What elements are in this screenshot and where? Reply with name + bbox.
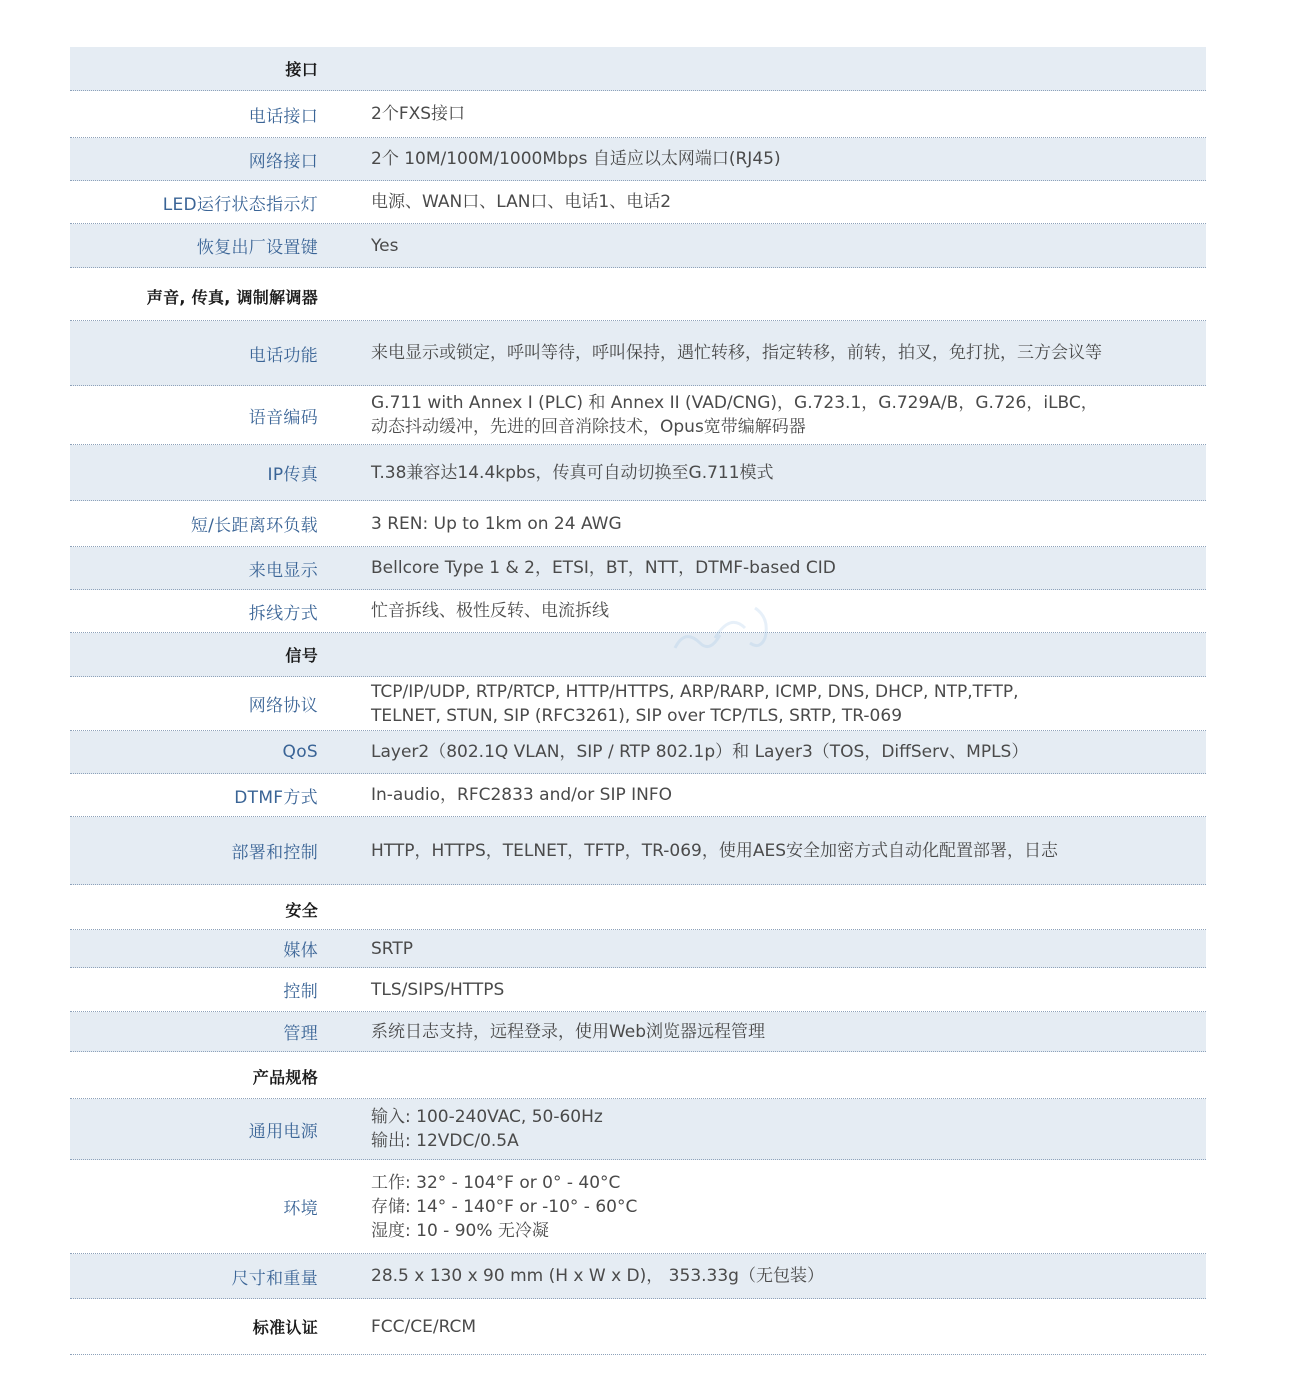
row-value: TLS/SIPS/HTTPS	[371, 979, 505, 1000]
row-value: 电源、WAN口、LAN口、电话1、电话2	[371, 192, 672, 212]
table-row	[70, 774, 1206, 817]
table-row	[70, 386, 1206, 445]
table-row	[70, 91, 1206, 138]
row-label: 管理	[283, 1024, 318, 1044]
row-label: 网络协议	[248, 696, 318, 716]
row-value: 2个FXS接口	[371, 104, 466, 124]
section-title: 声音, 传真, 调制解调器	[146, 288, 318, 307]
row-label: 通用电源	[248, 1121, 318, 1142]
table-row	[70, 885, 1206, 930]
table-row	[70, 268, 1206, 321]
watermark-logo	[660, 588, 800, 668]
table-row	[70, 47, 1206, 91]
table-row	[70, 321, 1206, 386]
row-value: SRTP	[371, 938, 414, 959]
table-row	[70, 445, 1206, 501]
row-value: HTTP，HTTPS，TELNET，TFTP，TR-069，使用AES安全加密方式自动化配置部署，日志	[371, 840, 1058, 861]
row-value: Layer2（802.1Q VLAN，SIP / RTP 802.1p）和 Layer3（TOS，DiffServ、MPLS）	[371, 742, 1029, 762]
table-row	[70, 1160, 1206, 1254]
table-row	[70, 590, 1206, 633]
row-label: LED运行状态指示灯	[162, 194, 318, 215]
section-title: 产品规格	[252, 1068, 318, 1087]
row-value: 2个 10M/100M/1000Mbps 自适应以太网端口(RJ45)	[371, 149, 781, 169]
row-value: G.711 with Annex I (PLC) 和 Annex II (VAD/CNG)，G.723.1，G.729A/B，G.726，iLBC， 动态抖动缓冲，先进的回音消除技术，Opus宽带编解码器	[371, 393, 1098, 437]
row-value: Yes	[371, 235, 399, 256]
table-row	[70, 501, 1206, 547]
row-label: 标准认证	[252, 1318, 318, 1337]
row-value: T.38兼容达14.4kpbs，传真可自动切换至G.711模式	[371, 462, 774, 483]
section-title: 安全	[285, 901, 318, 920]
row-label: IP传真	[267, 465, 318, 485]
row-value: 输入: 100-240VAC, 50-60Hz 输出: 12VDC/0.5A	[371, 1107, 603, 1151]
table-row	[70, 1099, 1206, 1160]
row-label: DTMF方式	[234, 787, 318, 808]
row-label: 电话接口	[248, 106, 318, 127]
table-row	[70, 731, 1206, 774]
row-label: 尺寸和重量	[231, 1268, 318, 1289]
row-label: 语音编码	[248, 407, 318, 428]
row-value: 3 REN: Up to 1km on 24 AWG	[371, 513, 622, 534]
row-label: 电话功能	[248, 345, 318, 366]
row-label: QoS	[282, 742, 318, 762]
row-value: Bellcore Type 1 & 2，ETSI，BT，NTT，DTMF-based CID	[371, 558, 836, 578]
table-row	[70, 547, 1206, 590]
row-label: 拆线方式	[248, 603, 318, 624]
row-value: 工作: 32° - 104°F or 0° - 40°C 存储: 14° - 140°F or -10° - 60°C 湿度: 10 - 90% 无冷凝	[371, 1172, 638, 1241]
table-row	[70, 968, 1206, 1012]
table-row	[70, 1012, 1206, 1052]
row-label: 短/长距离环负载	[190, 516, 318, 536]
row-value: 来电显示或锁定，呼叫等待，呼叫保持，遇忙转移，指定转移，前转，拍叉，免打扰，三方会议等	[371, 343, 1102, 363]
table-row	[70, 930, 1206, 968]
row-label: 控制	[283, 982, 318, 1002]
row-label: 部署和控制	[231, 843, 318, 863]
table-row	[70, 138, 1206, 181]
row-label: 网络接口	[248, 151, 318, 172]
section-title: 接口	[285, 60, 318, 79]
section-title: 信号	[285, 646, 318, 665]
table-row	[70, 677, 1206, 731]
row-label: 媒体	[283, 941, 318, 961]
row-value: FCC/CE/RCM	[371, 1316, 477, 1337]
table-row	[70, 1052, 1206, 1099]
row-value: 忙音拆线、极性反转、电流拆线	[371, 601, 609, 621]
table-row	[70, 817, 1206, 885]
table-row	[70, 224, 1206, 268]
row-value: 28.5 x 130 x 90 mm (H x W x D)， 353.33g（无包装）	[371, 1266, 824, 1286]
table-row	[70, 1254, 1206, 1299]
row-label: 恢复出厂设置键	[196, 238, 318, 258]
table-row	[70, 633, 1206, 677]
row-value: 系统日志支持，远程登录，使用Web浏览器远程管理	[371, 1021, 766, 1042]
row-value: In-audio，RFC2833 and/or SIP INFO	[371, 785, 673, 805]
row-label: 来电显示	[248, 560, 318, 581]
table-row	[70, 181, 1206, 224]
row-value: TCP/IP/UDP, RTP/RTCP, HTTP/HTTPS, ARP/RARP, ICMP, DNS, DHCP, NTP,TFTP, TELNET, STUN, SIP (RFC3261), SIP over TCP/TLS, SRTP, TR-069	[371, 681, 1019, 726]
table-row	[70, 1299, 1206, 1355]
row-label: 环境	[283, 1199, 318, 1219]
